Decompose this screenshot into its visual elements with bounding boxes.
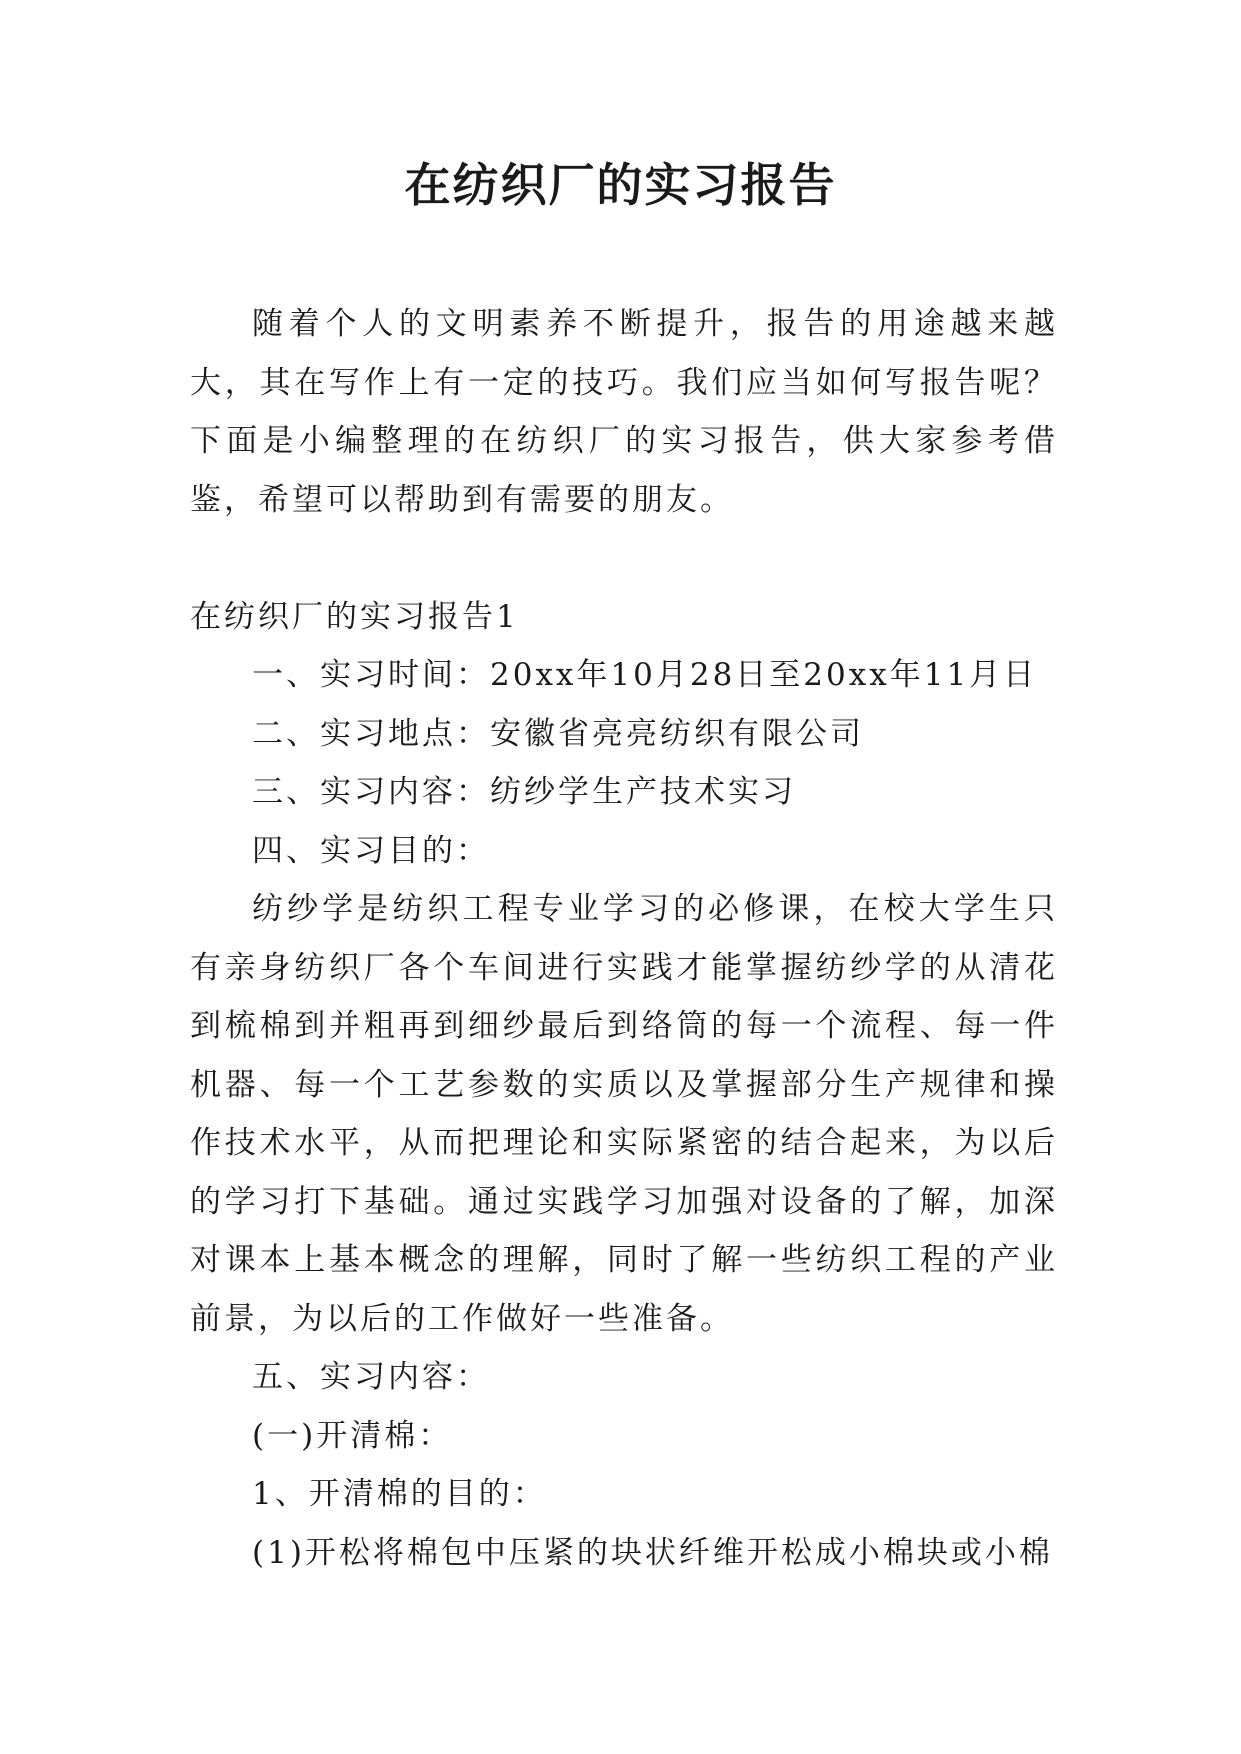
list-item: 一、实习时间：20xx年10月28日至20xx年11月日 <box>252 657 1038 693</box>
list-item: (1)开松将棉包中压紧的块状纤维开松成小棉块或小棉 <box>252 1534 1053 1571</box>
paragraph-gap <box>190 529 1058 588</box>
document-body <box>190 295 1058 1582</box>
list-item: 三、实习内容：纺纱学生产技术实习 <box>252 774 796 810</box>
section-heading: 在纺织厂的实习报告1 <box>190 598 519 635</box>
intro-paragraph: 随着个人的文明素养不断提升，报告的用途越来越大，其在写作上有一定的技巧。我们应当如何写报告呢？下面是小编整理的在纺织厂的实习报告，供大家参考借鉴，希望可以帮助到有需要的朋友。 <box>190 306 1058 518</box>
list-item: 1、开清棉的目的： <box>252 1476 547 1512</box>
list-item: 四、实习目的： <box>252 832 490 869</box>
list-item: (一)开清棉： <box>252 1417 453 1454</box>
list-item: 二、实习地点：安徽省亮亮纺织有限公司 <box>252 715 864 752</box>
page-title: 在纺织厂的实习报告 <box>404 158 837 212</box>
list-item: 五、实习内容： <box>252 1359 490 1395</box>
purpose-paragraph: 纺纱学是纺织工程专业学习的必修课，在校大学生只有亲身纺织厂各个车间进行实践才能掌握纺纱学的从清花到梳棉到并粗再到细纱最后到络筒的每一个流程、每一件机器、每一个工艺参数的实质以及掌握部分生产规律和操作技术水平，从而把理论和实际紧密的结合起来，为以后的学习打下基础。通过实践学习加强对设备的了解，加深对课本上基本概念的理解，同时了解一些纺织工程的产业前景，为以后的工作做好一些准备。 <box>190 891 1058 1337</box>
